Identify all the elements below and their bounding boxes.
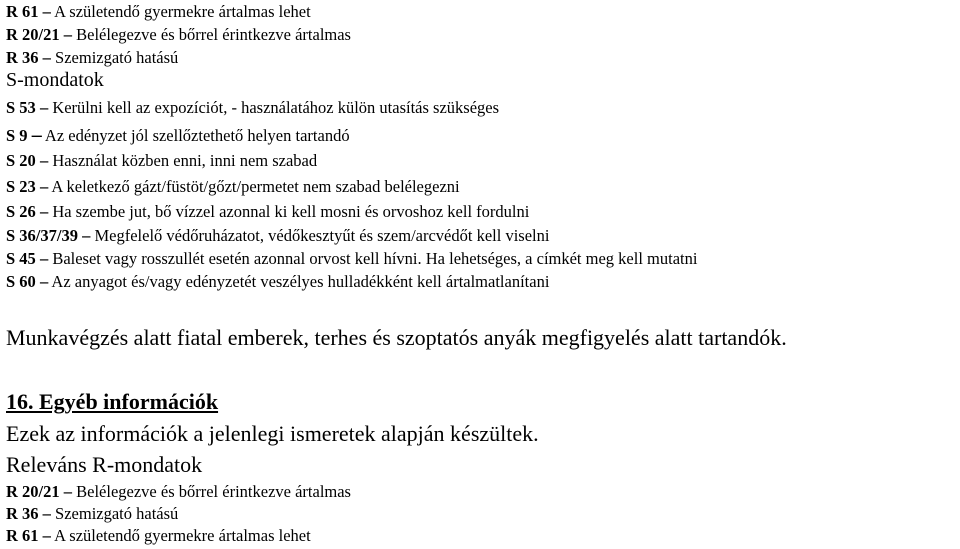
phrase-dash: – <box>42 2 51 21</box>
r-phrase-line <box>6 2 311 22</box>
relevant-r-phrase-line <box>6 482 351 502</box>
phrase-dash: – <box>82 226 91 245</box>
r-phrase-line <box>6 48 178 68</box>
s-phrase-line <box>6 124 350 147</box>
phrase-dash: – <box>42 504 51 523</box>
phrase-dash: – <box>63 25 72 44</box>
phrase-text: Megfelelő védőruházatot, védőkesztyűt és szem/arcvédőt kell viselni <box>94 226 550 245</box>
phrase-code: S 60 <box>6 272 36 291</box>
phrase-code: S 45 <box>6 249 36 268</box>
phrase-text: Baleset vagy rosszullét esetén azonnal orvost kell hívni. Ha lehetséges, a címkét meg kell mutatni <box>52 249 698 268</box>
phrase-dash: – <box>39 202 49 221</box>
relevant-r-phrases-heading: Releváns R-mondatok <box>6 452 203 477</box>
phrase-code: R 36 <box>6 48 39 67</box>
phrase-text: Szemizgató hatású <box>55 48 179 67</box>
phrase-code: S 26 <box>6 202 36 221</box>
s-phrase-line <box>6 151 317 171</box>
s-phrase-line <box>6 98 499 118</box>
phrase-code: R 20/21 <box>6 482 60 501</box>
phrase-text: Az edényzet jól szellőztethető helyen tartandó <box>44 126 350 145</box>
phrase-text: A születendő gyermekre ártalmas lehet <box>54 526 311 545</box>
phrase-text: Szemizgató hatású <box>55 504 179 523</box>
phrase-dash: – <box>39 249 49 268</box>
section-16-info: Ezek az információk a jelenlegi ismeretek alapján készültek. <box>6 421 539 446</box>
phrase-dash: – <box>39 272 49 291</box>
s-phrase-line <box>6 177 460 197</box>
phrase-code: R 61 <box>6 526 39 545</box>
phrase-dash: – <box>42 526 51 545</box>
phrase-dash: – <box>42 48 51 67</box>
relevant-r-phrase-line <box>6 504 178 524</box>
phrase-dash: – <box>31 124 42 146</box>
phrase-text: Ha szembe jut, bő vízzel azonnal ki kell mosni és orvoshoz kell fordulni <box>52 202 530 221</box>
phrase-dash: – <box>39 98 49 117</box>
supervision-notice: Munkavégzés alatt fiatal emberek, terhes és szoptatós anyák megfigyelés alatt tartandók. <box>6 325 787 350</box>
phrase-text: A születendő gyermekre ártalmas lehet <box>54 2 311 21</box>
s-phrase-line <box>6 202 529 222</box>
phrase-code: R 20/21 <box>6 25 60 44</box>
phrase-text: Az anyagot és/vagy edényzetét veszélyes hulladékként kell ártalmatlanítani <box>51 272 550 291</box>
phrase-dash: – <box>39 151 49 170</box>
phrase-code: S 53 <box>6 98 36 117</box>
phrase-text: Belélegezve és bőrrel érintkezve ártalmas <box>76 25 351 44</box>
phrase-text: Kerülni kell az expozíciót, - használatához külön utasítás szükséges <box>52 98 500 117</box>
phrase-code: S 9 <box>6 126 28 145</box>
s-phrase-line <box>6 226 549 246</box>
phrase-code: R 61 <box>6 2 39 21</box>
phrase-code: S 20 <box>6 151 36 170</box>
r-phrase-line <box>6 25 351 45</box>
phrase-text: Használat közben enni, inni nem szabad <box>52 151 318 170</box>
phrase-dash: – <box>63 482 72 501</box>
phrase-text: Belélegezve és bőrrel érintkezve ártalmas <box>76 482 351 501</box>
phrase-dash: – <box>39 177 49 196</box>
phrase-code: R 36 <box>6 504 39 523</box>
section-16-title: 16. Egyéb információk <box>6 389 219 414</box>
phrase-code: S 23 <box>6 177 36 196</box>
s-phrase-line <box>6 272 549 292</box>
phrase-code: S 36/37/39 <box>6 226 78 245</box>
phrase-text: A keletkező gázt/füstöt/gőzt/permetet nem szabad belélegezni <box>51 177 460 196</box>
relevant-r-phrase-line <box>6 526 311 546</box>
s-phrases-heading: S-mondatok <box>6 69 104 91</box>
s-phrase-line <box>6 249 697 269</box>
